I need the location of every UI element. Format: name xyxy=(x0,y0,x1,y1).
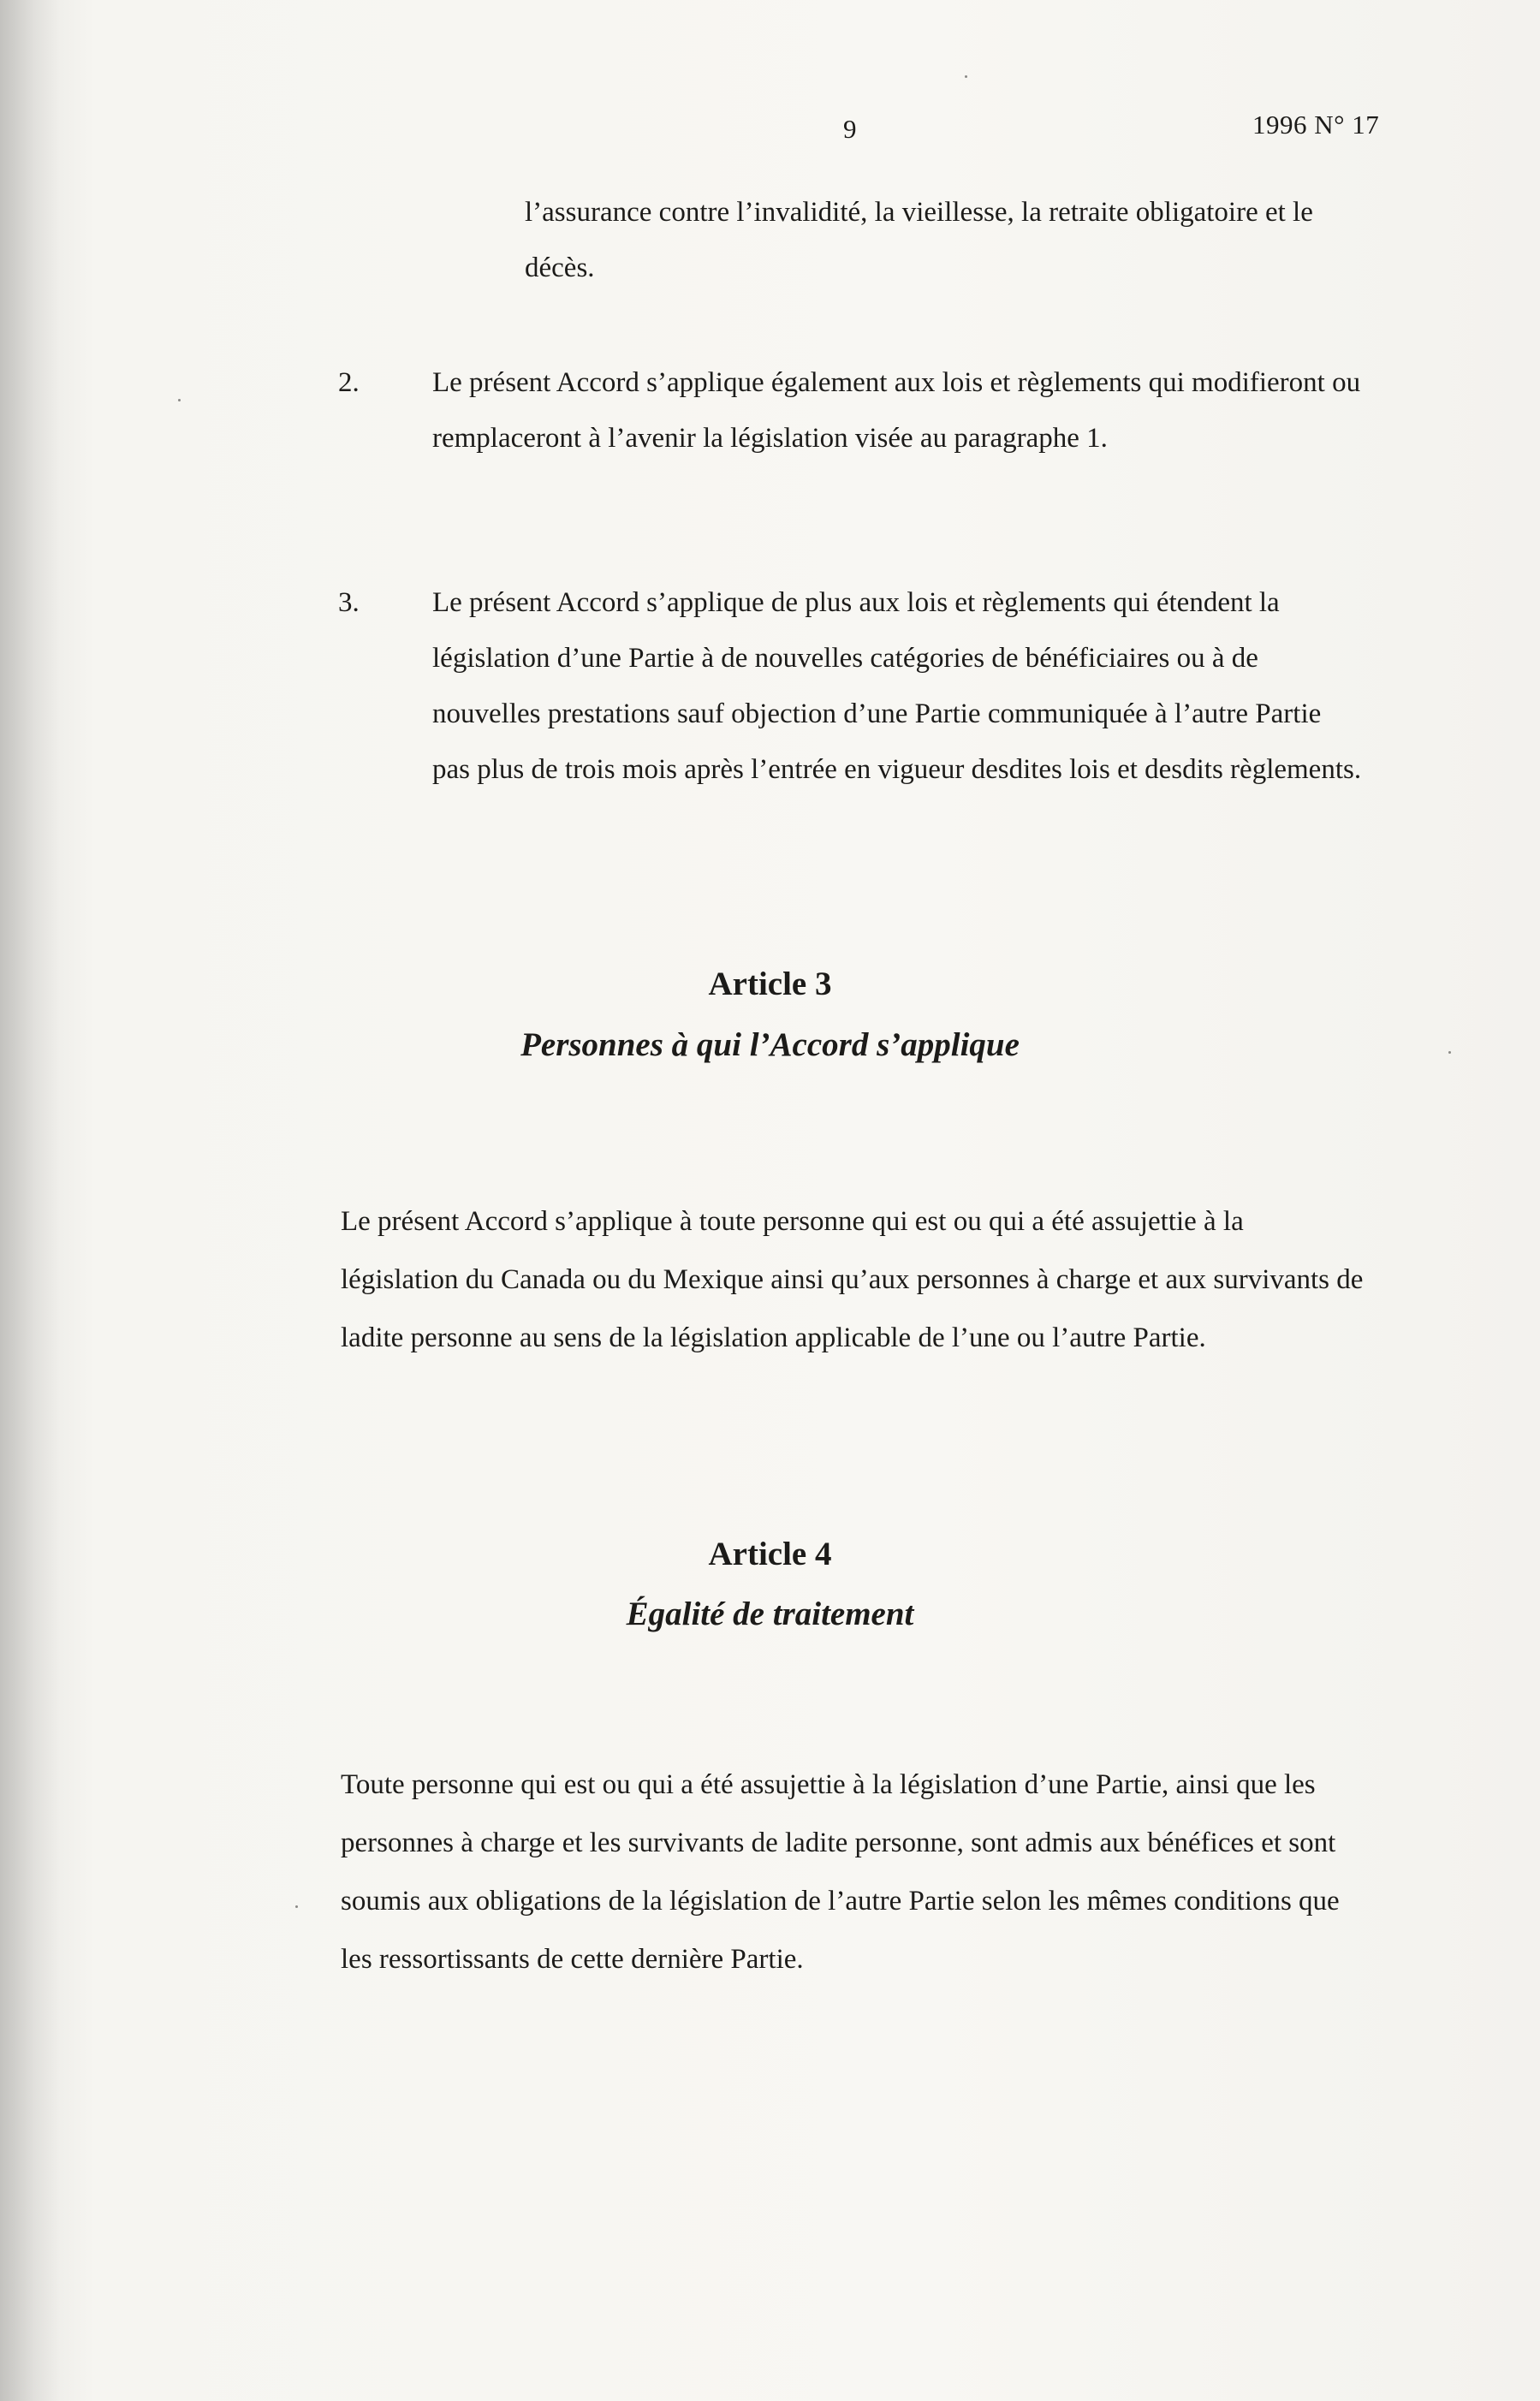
article-3-subheading: Personnes à qui l’Accord s’applique xyxy=(520,1026,1020,1063)
article-4-heading: Article 4 xyxy=(708,1536,832,1572)
article-3-text: Le présent Accord s’applique à toute personne qui est ou qui a été assujettie à la législation du Canada ou du Mexique ainsi qu’aux personnes à charge et aux survivants de ladite personne au sens de la législation applicable de l’une ou l’autre Partie. xyxy=(341,1206,1364,1353)
article-4-text: Toute personne qui est ou qui a été assujettie à la législation d’une Partie, ainsi que les personnes à charge et les survivants de ladite personne, sont admis aux bénéfices et sont soumis aux obligations de la législation de l’autre Partie selon les mêmes conditions que les ressortissants de cette dernière Partie. xyxy=(341,1769,1340,1975)
item-text-2: Le présent Accord s’applique également aux lois et règlements qui modifieront ou remplaceront à l’avenir la législation visée au paragraphe 1. xyxy=(432,367,1361,454)
item-text-3: Le présent Accord s’applique de plus aux lois et règlements qui étendent la législation d’une Partie à de nouvelles catégories de bénéficiaires ou à de nouvelles prestations sauf objection d’une Partie communiquée à l’autre Partie pas plus de trois mois après l’entrée en vigueur desdites lois et desdits règlements. xyxy=(432,587,1362,785)
scan-speck xyxy=(295,1905,298,1908)
item-number-3: 3. xyxy=(338,587,360,618)
page-number: 9 xyxy=(843,114,857,144)
gazette-reference: 1996 N° 17 xyxy=(1252,110,1380,140)
binding-shadow xyxy=(0,0,60,2401)
scan-speck xyxy=(1448,1051,1451,1054)
scan-speck xyxy=(965,75,967,78)
article-3-heading: Article 3 xyxy=(708,966,832,1002)
article-4-subheading: Égalité de traitement xyxy=(626,1596,914,1632)
scan-speck xyxy=(178,399,181,401)
item-number-2: 2. xyxy=(338,367,360,398)
continuation-paragraph: l’assurance contre l’invalidité, la vieillesse, la retraite obligatoire et le décès. xyxy=(525,197,1313,283)
